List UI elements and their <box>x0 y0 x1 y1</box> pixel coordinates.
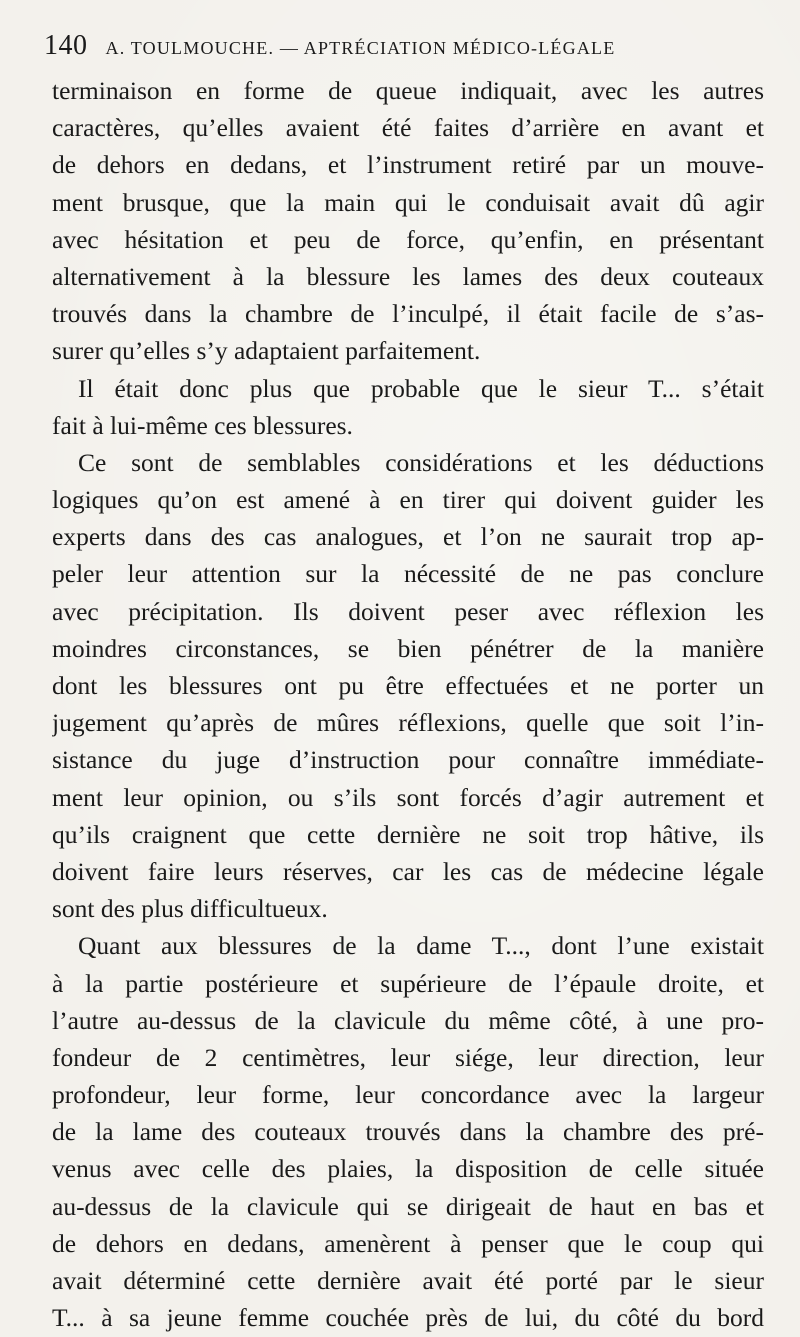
page-number: 140 <box>44 30 88 61</box>
text-line: doivent faire leurs réserves, car les cas de médecine légale <box>52 856 764 886</box>
text-line: experts dans des cas analogues, et l’on ne saurait trop ap- <box>52 522 764 552</box>
text-line: venus avec celle des plaies, la disposition de celle située <box>52 1154 764 1184</box>
text-line: Il était donc plus que probable que le sieur T... s’était <box>78 373 764 403</box>
text-line: terminaison en forme de queue indiquait, avec les autres <box>52 76 764 105</box>
running-head-title: A. TOULMOUCHE. — APTRÉCIATION MÉDICO-LÉGALE <box>105 38 616 58</box>
text-line: sistance du juge d’instruction pour connaître immédiate- <box>52 745 764 775</box>
text-line: dont les blessures ont pu être effectuées et ne porter un <box>52 671 764 700</box>
text-line: au-dessus de la clavicule qui se dirigeait de haut en bas et <box>52 1191 764 1221</box>
body-text <box>52 72 764 1336</box>
text-line: à la partie postérieure et supérieure de l’épaule droite, et <box>52 968 764 998</box>
text-line: ment brusque, que la main qui le conduisait avait dû agir <box>52 187 764 217</box>
text-line: logiques qu’on est amené à en tirer qui doivent guider les <box>52 485 764 515</box>
text-line: ment leur opinion, ou s’ils sont forcés d’agir autrement et <box>52 782 764 812</box>
text-line: de dehors en dedans, et l’instrument retiré par un mouve- <box>52 150 764 180</box>
text-line: T... à sa jeune femme couchée près de lui, du côté du bord <box>52 1303 764 1333</box>
text-line: Ce sont de semblables considérations et les déductions <box>78 447 764 477</box>
text-line: avec hésitation et peu de force, qu’enfin, en présentant <box>52 224 764 254</box>
text-line: fait à lui-même ces blessures. <box>52 410 353 440</box>
text-line: peler leur attention sur la nécessité de ne pas conclure <box>52 559 764 589</box>
text-line: moindres circonstances, se bien pénétrer de la manière <box>52 633 764 663</box>
text-line: profondeur, leur forme, leur concordance avec la largeur <box>52 1080 764 1110</box>
text-line: qu’ils craignent que cette dernière ne soit trop hâtive, ils <box>52 819 764 849</box>
text-line: de dehors en dedans, amenèrent à penser que le coup qui <box>52 1228 764 1258</box>
text-line: alternativement à la blessure les lames des deux couteaux <box>52 261 764 291</box>
text-line: l’autre au-dessus de la clavicule du même côté, à une pro- <box>52 1005 764 1035</box>
running-head <box>44 30 764 66</box>
text-line: surer qu’elles s’y adaptaient parfaitement. <box>52 336 481 366</box>
text-line: de la lame des couteaux trouvés dans la chambre des pré- <box>52 1117 764 1147</box>
text-line: avait déterminé cette dernière avait été porté par le sieur <box>52 1266 764 1295</box>
text-line: caractères, qu’elles avaient été faites d’arrière en avant et <box>52 113 764 143</box>
text-line: Quant aux blessures de la dame T..., dont l’une existait <box>78 931 764 961</box>
text-line: trouvés dans la chambre de l’inculpé, il était facile de s’as- <box>52 299 764 329</box>
text-line: fondeur de 2 centimètres, leur siége, leur direction, leur <box>52 1042 764 1072</box>
text-line: jugement qu’après de mûres réflexions, quelle que soit l’in- <box>52 708 764 738</box>
text-line: sont des plus difficultueux. <box>52 894 328 924</box>
text-line: avec précipitation. Ils doivent peser avec réflexion les <box>52 596 764 626</box>
